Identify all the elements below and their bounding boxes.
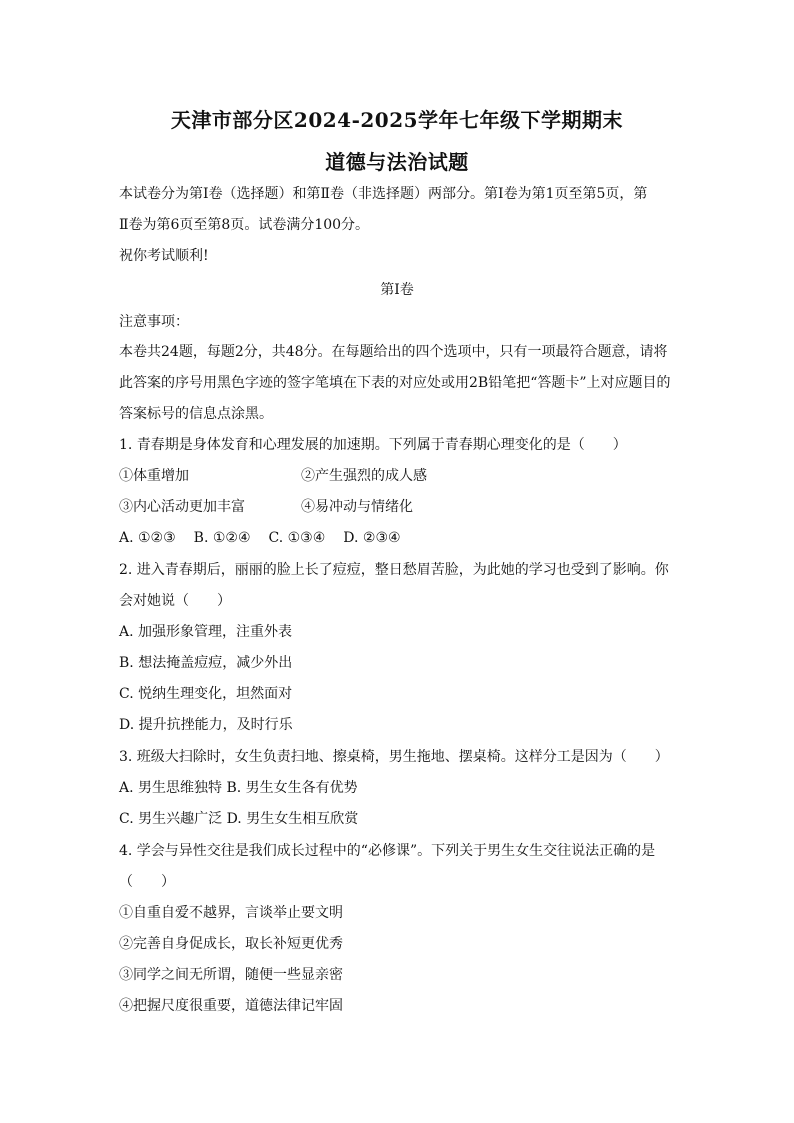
choice-b: B. ①②④ bbox=[193, 530, 251, 546]
question-4-statement-3: ③同学之间无所谓，随便一些显亲密 bbox=[119, 967, 343, 983]
question-1-choices bbox=[119, 528, 419, 548]
choice-d: D. ②③④ bbox=[343, 530, 401, 546]
question-2-choice-b: B. 想法掩盖痘痘，减少外出 bbox=[119, 655, 293, 671]
question-1-statement-3: ③内心活动更加丰富 bbox=[119, 499, 245, 515]
choice-a: A. ①②③ bbox=[119, 530, 176, 546]
exam-title: 天津市部分区2024-2025学年七年级下学期期末 bbox=[170, 108, 624, 132]
good-luck-text: 祝你考试顺利! bbox=[119, 248, 209, 264]
question-3-choices-cd: C. 男生兴趣广泛 D. 男生女生相互欣赏 bbox=[119, 811, 359, 827]
question-4-statement-1: ①自重自爱不越界，言谈举止要文明 bbox=[119, 905, 343, 921]
notice-title: 注意事项： bbox=[119, 314, 189, 330]
question-3-choices-ab: A. 男生思维独特 B. 男生女生各有优势 bbox=[119, 780, 358, 796]
exam-subject-title: 道德与法治试题 bbox=[325, 150, 469, 174]
intro-line-2: Ⅱ卷为第6页至第8页。试卷满分100分。 bbox=[119, 217, 370, 233]
choice-c: C. ①③④ bbox=[268, 530, 326, 546]
intro-line-1: 本试卷分为第Ⅰ卷（选择题）和第Ⅱ卷（非选择题）两部分。第Ⅰ卷为第1页至第5页，第 bbox=[119, 186, 648, 202]
question-4-stem-line-1: 4. 学会与异性交往是我们成长过程中的“必修课”。下列关于男生女生交往说法正确的是 bbox=[119, 843, 656, 859]
question-4-statement-4: ④把握尺度很重要，道德法律记牢固 bbox=[119, 998, 343, 1014]
question-1-statement-2: ②产生强烈的成人感 bbox=[301, 468, 427, 484]
question-1-stem: 1. 青春期是身体发育和心理发展的加速期。下列属于青春期心理变化的是（ ） bbox=[119, 437, 627, 453]
notice-line-2: 此答案的序号用黑色字迹的签字笔填在下表的对应处或用2B铅笔把“答题卡”上对应题目的 bbox=[119, 375, 671, 391]
question-2-choice-c: C. 悦纳生理变化，坦然面对 bbox=[119, 686, 293, 702]
question-4-statement-2: ②完善自身促成长，取长补短更优秀 bbox=[119, 936, 343, 952]
question-2-stem-line-1: 2. 进入青春期后，丽丽的脸上长了痘痘，整日愁眉苦脸，为此她的学习也受到了影响。你 bbox=[119, 562, 669, 578]
question-4-stem-line-2: （ ） bbox=[119, 874, 175, 890]
notice-line-3: 答案标号的信息点涂黑。 bbox=[119, 406, 273, 422]
question-1-statement-4: ④易冲动与情绪化 bbox=[301, 499, 413, 515]
question-2-choice-a: A. 加强形象管理，注重外表 bbox=[119, 624, 293, 640]
notice-line-1: 本卷共24题，每题2分，共48分。在每题给出的四个选项中，只有一项最符合题意，请将 bbox=[119, 344, 668, 360]
question-3-stem: 3. 班级大扫除时，女生负责扫地、擦桌椅，男生拖地、摆桌椅。这样分工是因为（ ） bbox=[119, 749, 669, 765]
question-2-choice-d: D. 提升抗挫能力，及时行乐 bbox=[119, 717, 293, 733]
question-2-stem-line-2: 会对她说（ ） bbox=[119, 593, 231, 609]
section-heading: 第Ⅰ卷 bbox=[380, 282, 414, 298]
question-1-statement-1: ①体重增加 bbox=[119, 468, 189, 484]
